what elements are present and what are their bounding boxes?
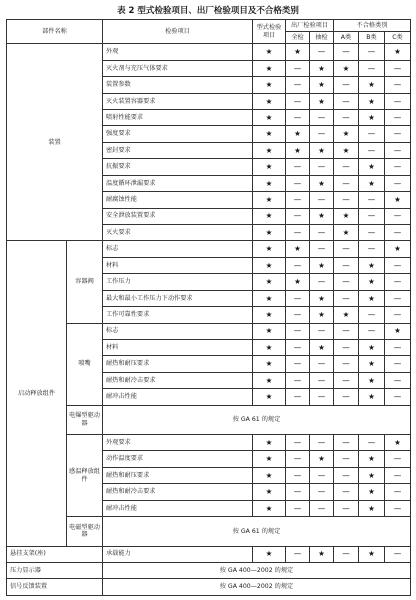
mark-a: — [334,241,359,257]
mark-type: ★ [253,126,286,142]
table-row [7,435,411,451]
mark-sample: — [310,192,334,208]
mark-sample: — [310,389,334,405]
mark-a: ★ [334,126,359,142]
table-row [7,323,411,339]
mark-sample: ★ [310,546,334,562]
mark-b: ★ [359,175,385,191]
mark-full: — [286,546,310,562]
mark-type: ★ [253,60,286,76]
subgroup-electric-detonator: 电爆型驱动器 [67,405,103,434]
mark-c: — [385,175,411,191]
mark-full: ★ [286,142,310,158]
mark-c: ★ [385,435,411,451]
mark-full: ★ [286,126,310,142]
mark-c: — [385,372,411,388]
mark-sample: — [310,372,334,388]
mark-full: ★ [286,274,310,290]
row-item: 耐冲击性能 [103,500,253,516]
mark-sample: — [310,126,334,142]
header-part-name: 部件名称 [7,20,103,44]
table-row [7,517,411,546]
group-start-release: 启动释放组件 [7,241,67,546]
mark-full: — [286,307,310,323]
header-full-check: 全检 [286,32,310,44]
mark-type: ★ [253,339,286,355]
row-item: 工作压力 [103,274,253,290]
mark-a: — [334,323,359,339]
mark-sample: — [310,274,334,290]
mark-a: — [334,159,359,175]
mark-b: — [359,323,385,339]
mark-type: ★ [253,546,286,562]
mark-a: ★ [334,208,359,224]
mark-b: — [359,224,385,240]
mark-c: — [385,159,411,175]
mark-a: — [334,44,359,60]
mark-full: — [286,435,310,451]
subgroup-container-valve: 容器阀 [67,241,103,323]
mark-b: — [359,192,385,208]
table-row [7,563,411,579]
mark-a: — [334,192,359,208]
mark-b: ★ [359,500,385,516]
mark-c: — [385,339,411,355]
table-row [7,241,411,257]
mark-a: — [334,274,359,290]
mark-a: — [334,435,359,451]
mark-b: — [359,435,385,451]
mark-c: — [385,257,411,273]
mark-b: ★ [359,372,385,388]
mark-c: — [385,546,411,562]
row-item: 工作可靠性要求 [103,307,253,323]
header-sample-check: 抽检 [310,32,334,44]
mark-c: ★ [385,44,411,60]
mark-a: ★ [334,307,359,323]
mark-c: — [385,389,411,405]
mark-sample: — [310,500,334,516]
mark-b: ★ [359,389,385,405]
mark-c: — [385,60,411,76]
mark-c: — [385,307,411,323]
mark-type: ★ [253,159,286,175]
mark-sample: — [310,241,334,257]
mark-c: — [385,356,411,372]
mark-sample: — [310,323,334,339]
group-pressure-gauge: 压力显示器 [7,563,103,579]
row-item: 耐热和耐压要求 [103,356,253,372]
row-item: 材料 [103,339,253,355]
mark-a: — [334,339,359,355]
mark-type: ★ [253,93,286,109]
mark-a: — [334,500,359,516]
group-suspension: 悬挂支架(座) [7,546,103,562]
header-nonconformity: 不合格类别 [334,20,411,32]
mark-sample: ★ [310,93,334,109]
mark-sample: — [310,159,334,175]
mark-full: — [286,372,310,388]
mark-sample: ★ [310,257,334,273]
row-merged-note: 按 GA 61 的规定 [103,517,411,546]
mark-c: — [385,484,411,500]
mark-sample: ★ [310,60,334,76]
mark-sample: ★ [310,175,334,191]
mark-c: — [385,93,411,109]
mark-type: ★ [253,389,286,405]
mark-full: — [286,93,310,109]
header-factory-test: 出厂检验项目 [286,20,334,32]
mark-sample: ★ [310,307,334,323]
row-merged-note: 按 GA 400—2002 的规定 [103,563,411,579]
mark-sample: — [310,467,334,483]
mark-type: ★ [253,451,286,467]
row-item: 最大和最小工作压力下动作要求 [103,290,253,306]
mark-full: — [286,60,310,76]
mark-full: — [286,192,310,208]
mark-c: — [385,142,411,158]
mark-b: ★ [359,546,385,562]
row-item: 安全泄放装置要求 [103,208,253,224]
mark-sample: — [310,484,334,500]
mark-full: — [286,175,310,191]
row-item: 标志 [103,323,253,339]
mark-b: — [359,208,385,224]
mark-full: — [286,356,310,372]
row-merged-note: 按 GA 400—2002 的规定 [103,579,411,596]
group-device: 装置 [7,44,103,241]
table-caption: 表 2 型式检验项目、出厂检验项目及不合格类别 [117,6,299,16]
mark-a: — [334,77,359,93]
mark-b: ★ [359,339,385,355]
mark-full: — [286,467,310,483]
mark-sample: — [310,110,334,126]
mark-b: ★ [359,290,385,306]
mark-type: ★ [253,175,286,191]
row-item: 抗振要求 [103,159,253,175]
row-item: 耐冲击性能 [103,389,253,405]
mark-c: — [385,290,411,306]
mark-sample: ★ [310,77,334,93]
mark-type: ★ [253,467,286,483]
mark-b: ★ [359,77,385,93]
mark-type: ★ [253,110,286,126]
row-item: 灭火剂与充压气体要求 [103,60,253,76]
mark-type: ★ [253,484,286,500]
mark-type: ★ [253,356,286,372]
mark-a: — [334,484,359,500]
mark-a: — [334,290,359,306]
mark-sample: ★ [310,208,334,224]
mark-a: — [334,257,359,273]
subgroup-electromagnetic: 电磁型驱动器 [67,517,103,546]
mark-b: ★ [359,159,385,175]
subgroup-nozzle: 喷嘴 [67,323,103,405]
mark-c: — [385,208,411,224]
mark-c: ★ [385,192,411,208]
inspection-table [6,19,411,596]
mark-c: — [385,451,411,467]
mark-b: ★ [359,467,385,483]
mark-b: ★ [359,484,385,500]
mark-sample: ★ [310,142,334,158]
mark-b: ★ [359,257,385,273]
mark-b: — [359,142,385,158]
mark-full: — [286,208,310,224]
mark-c: — [385,274,411,290]
mark-type: ★ [253,77,286,93]
mark-type: ★ [253,142,286,158]
mark-type: ★ [253,435,286,451]
row-item: 标志 [103,241,253,257]
subgroup-thermal-release: 感温释放组件 [67,435,103,517]
mark-sample: ★ [310,290,334,306]
mark-full: — [286,290,310,306]
mark-b: — [359,241,385,257]
mark-full: — [286,451,310,467]
mark-b: ★ [359,356,385,372]
header-row-1 [7,20,411,32]
mark-sample: — [310,224,334,240]
mark-c: ★ [385,323,411,339]
row-item: 装置参数 [103,77,253,93]
group-signal-feedback: 信号反馈装置 [7,579,103,596]
header-test-item: 检验项目 [103,20,253,44]
mark-a: — [334,110,359,126]
mark-full: — [286,110,310,126]
mark-type: ★ [253,323,286,339]
table-row [7,579,411,596]
mark-type: ★ [253,208,286,224]
mark-b: — [359,60,385,76]
row-merged-note: 按 GA 61 的规定 [103,405,411,434]
mark-type: ★ [253,44,286,60]
mark-b: — [359,126,385,142]
mark-type: ★ [253,500,286,516]
mark-c: — [385,224,411,240]
mark-c: — [385,467,411,483]
mark-full: — [286,257,310,273]
mark-type: ★ [253,257,286,273]
row-item: 动作温度要求 [103,451,253,467]
mark-c: ★ [385,241,411,257]
header-class-c: C类 [385,32,411,44]
mark-a: — [334,356,359,372]
mark-full: — [286,339,310,355]
mark-b: ★ [359,451,385,467]
mark-type: ★ [253,307,286,323]
mark-c: — [385,77,411,93]
mark-b: — [359,307,385,323]
mark-c: — [385,126,411,142]
row-item: 灭火要求 [103,224,253,240]
mark-full: — [286,159,310,175]
row-item: 耐热和耐压要求 [103,467,253,483]
row-item: 材料 [103,257,253,273]
mark-a: — [334,175,359,191]
row-item: 耐热和耐冷击要求 [103,372,253,388]
mark-full: — [286,389,310,405]
mark-type: ★ [253,224,286,240]
mark-a: — [334,372,359,388]
row-item: 强度要求 [103,126,253,142]
mark-b: ★ [359,274,385,290]
mark-type: ★ [253,372,286,388]
row-item: 外观 [103,44,253,60]
mark-full: ★ [286,44,310,60]
mark-b: — [359,44,385,60]
header-type-test: 型式检验项目 [253,20,286,44]
mark-a: — [334,93,359,109]
mark-type: ★ [253,290,286,306]
mark-sample: — [310,435,334,451]
mark-type: ★ [253,192,286,208]
mark-sample: ★ [310,451,334,467]
mark-sample: — [310,44,334,60]
row-item: 灭火装置容器要求 [103,93,253,109]
mark-full: — [286,77,310,93]
row-item: 耐腐蚀性能 [103,192,253,208]
mark-type: ★ [253,241,286,257]
mark-full: — [286,500,310,516]
mark-full: — [286,224,310,240]
header-class-b: B类 [359,32,385,44]
mark-type: ★ [253,274,286,290]
header-class-a: A类 [334,32,359,44]
mark-a: ★ [334,142,359,158]
table-row [7,405,411,434]
table-row [7,44,411,60]
row-item: 耐热和耐冷击要求 [103,484,253,500]
mark-b: ★ [359,110,385,126]
mark-sample: — [310,356,334,372]
mark-a: ★ [334,224,359,240]
mark-full: — [286,323,310,339]
mark-c: — [385,110,411,126]
mark-a: — [334,389,359,405]
mark-b: ★ [359,93,385,109]
mark-full: — [286,484,310,500]
mark-a: ★ [334,60,359,76]
mark-sample: ★ [310,339,334,355]
table-row [7,546,411,562]
mark-a: — [334,467,359,483]
row-item: 温度循环泄漏要求 [103,175,253,191]
row-item: 密封要求 [103,142,253,158]
mark-a: — [334,451,359,467]
row-item: 喷射性能要求 [103,110,253,126]
row-item: 承载能力 [103,546,253,562]
mark-a: — [334,546,359,562]
mark-c: — [385,500,411,516]
mark-full: ★ [286,241,310,257]
row-item: 外观要求 [103,435,253,451]
